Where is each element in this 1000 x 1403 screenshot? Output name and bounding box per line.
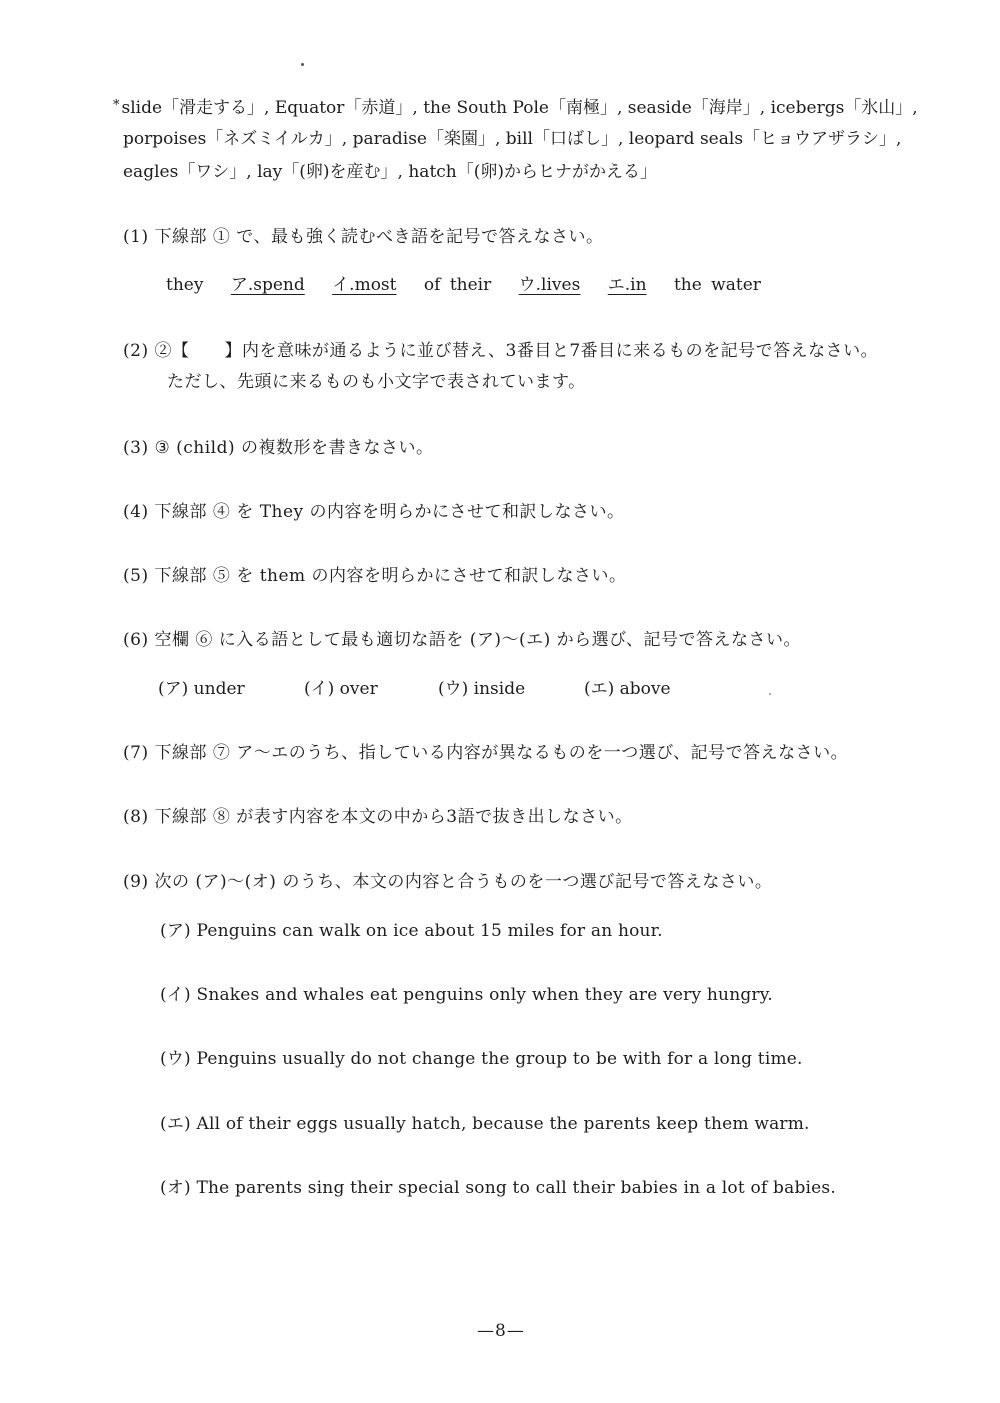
question-1: (1) 下線部 ① で、最も強く読むべき語を記号で答えなさい。 [123, 227, 604, 247]
choice-a: (ア) under [158, 679, 245, 699]
question-9-option-e: (エ) All of their eggs usually hatch, because the parents keep them warm. [160, 1114, 810, 1134]
question-2-note: ただし、先頭に来るものも小文字で表されています。 [167, 372, 586, 392]
question-9-option-o: (オ) The parents sing their special song to call their babies in a lot of babies. [160, 1178, 836, 1198]
question-1-words [166, 274, 779, 296]
underlined-choice-a: ア.spend [230, 275, 305, 295]
choice-e: (エ) above [584, 679, 671, 699]
underlined-choice-u: ウ.lives [518, 275, 581, 295]
question-6-choices [158, 678, 671, 700]
question-7: (7) 下線部 ⑦ ア〜エのうち、指している内容が異なるものを一つ選び、記号で答えなさい。 [123, 743, 849, 763]
question-9: (9) 次の (ア)〜(オ) のうち、本文の内容と合うものを一つ選び記号で答えなさい。 [123, 872, 773, 892]
question-9-option-u: (ウ) Penguins usually do not change the group to be with for a long time. [160, 1049, 803, 1069]
gloss-line-3: eagles「ワシ」, lay「(卵)を産む」, hatch「(卵)からヒナがかえる」 [123, 162, 658, 182]
underlined-choice-e: エ.in [607, 275, 647, 295]
gloss-marker: * [113, 98, 120, 113]
question-9-option-a: (ア) Penguins can walk on ice about 15 miles for an hour. [160, 921, 663, 941]
underlined-choice-i: イ.most [332, 275, 397, 295]
word: the water [673, 275, 761, 295]
question-2: (2) ②【 】内を意味が通るように並び替え、3番目と7番目に来るものを記号で答えなさい。 [123, 341, 879, 361]
gloss-line-1 [113, 95, 918, 119]
choice-i: (イ) over [304, 679, 378, 699]
scan-speck [301, 63, 304, 66]
word: of their [423, 275, 492, 295]
question-6: (6) 空欄 ⑥ に入る語として最も適切な語を (ア)〜(エ) から選び、記号で答えなさい。 [123, 630, 801, 650]
choice-u: (ウ) inside [438, 679, 526, 699]
word: they [166, 275, 204, 295]
question-4: (4) 下線部 ④ を They の内容を明らかにさせて和訳しなさい。 [123, 502, 625, 522]
scan-speck [769, 693, 771, 695]
question-9-option-i: (イ) Snakes and whales eat penguins only when they are very hungry. [160, 985, 773, 1005]
question-5: (5) 下線部 ⑤ を them の内容を明らかにさせて和訳しなさい。 [123, 566, 627, 586]
gloss-text: slide「滑走する」, Equator「赤道」, the South Pole「南極」, seaside「海岸」, icebergs「氷山」, [121, 98, 918, 118]
question-8: (8) 下線部 ⑧ が表す内容を本文の中から3語で抜き出しなさい。 [123, 807, 633, 827]
question-3: (3) ③ (child) の複数形を書きなさい。 [123, 438, 434, 458]
gloss-line-2: porpoises「ネズミイルカ」, paradise「楽園」, bill「口ばし」, leopard seals「ヒョウアザラシ」, [123, 129, 902, 149]
page-number: —8— [477, 1321, 525, 1341]
